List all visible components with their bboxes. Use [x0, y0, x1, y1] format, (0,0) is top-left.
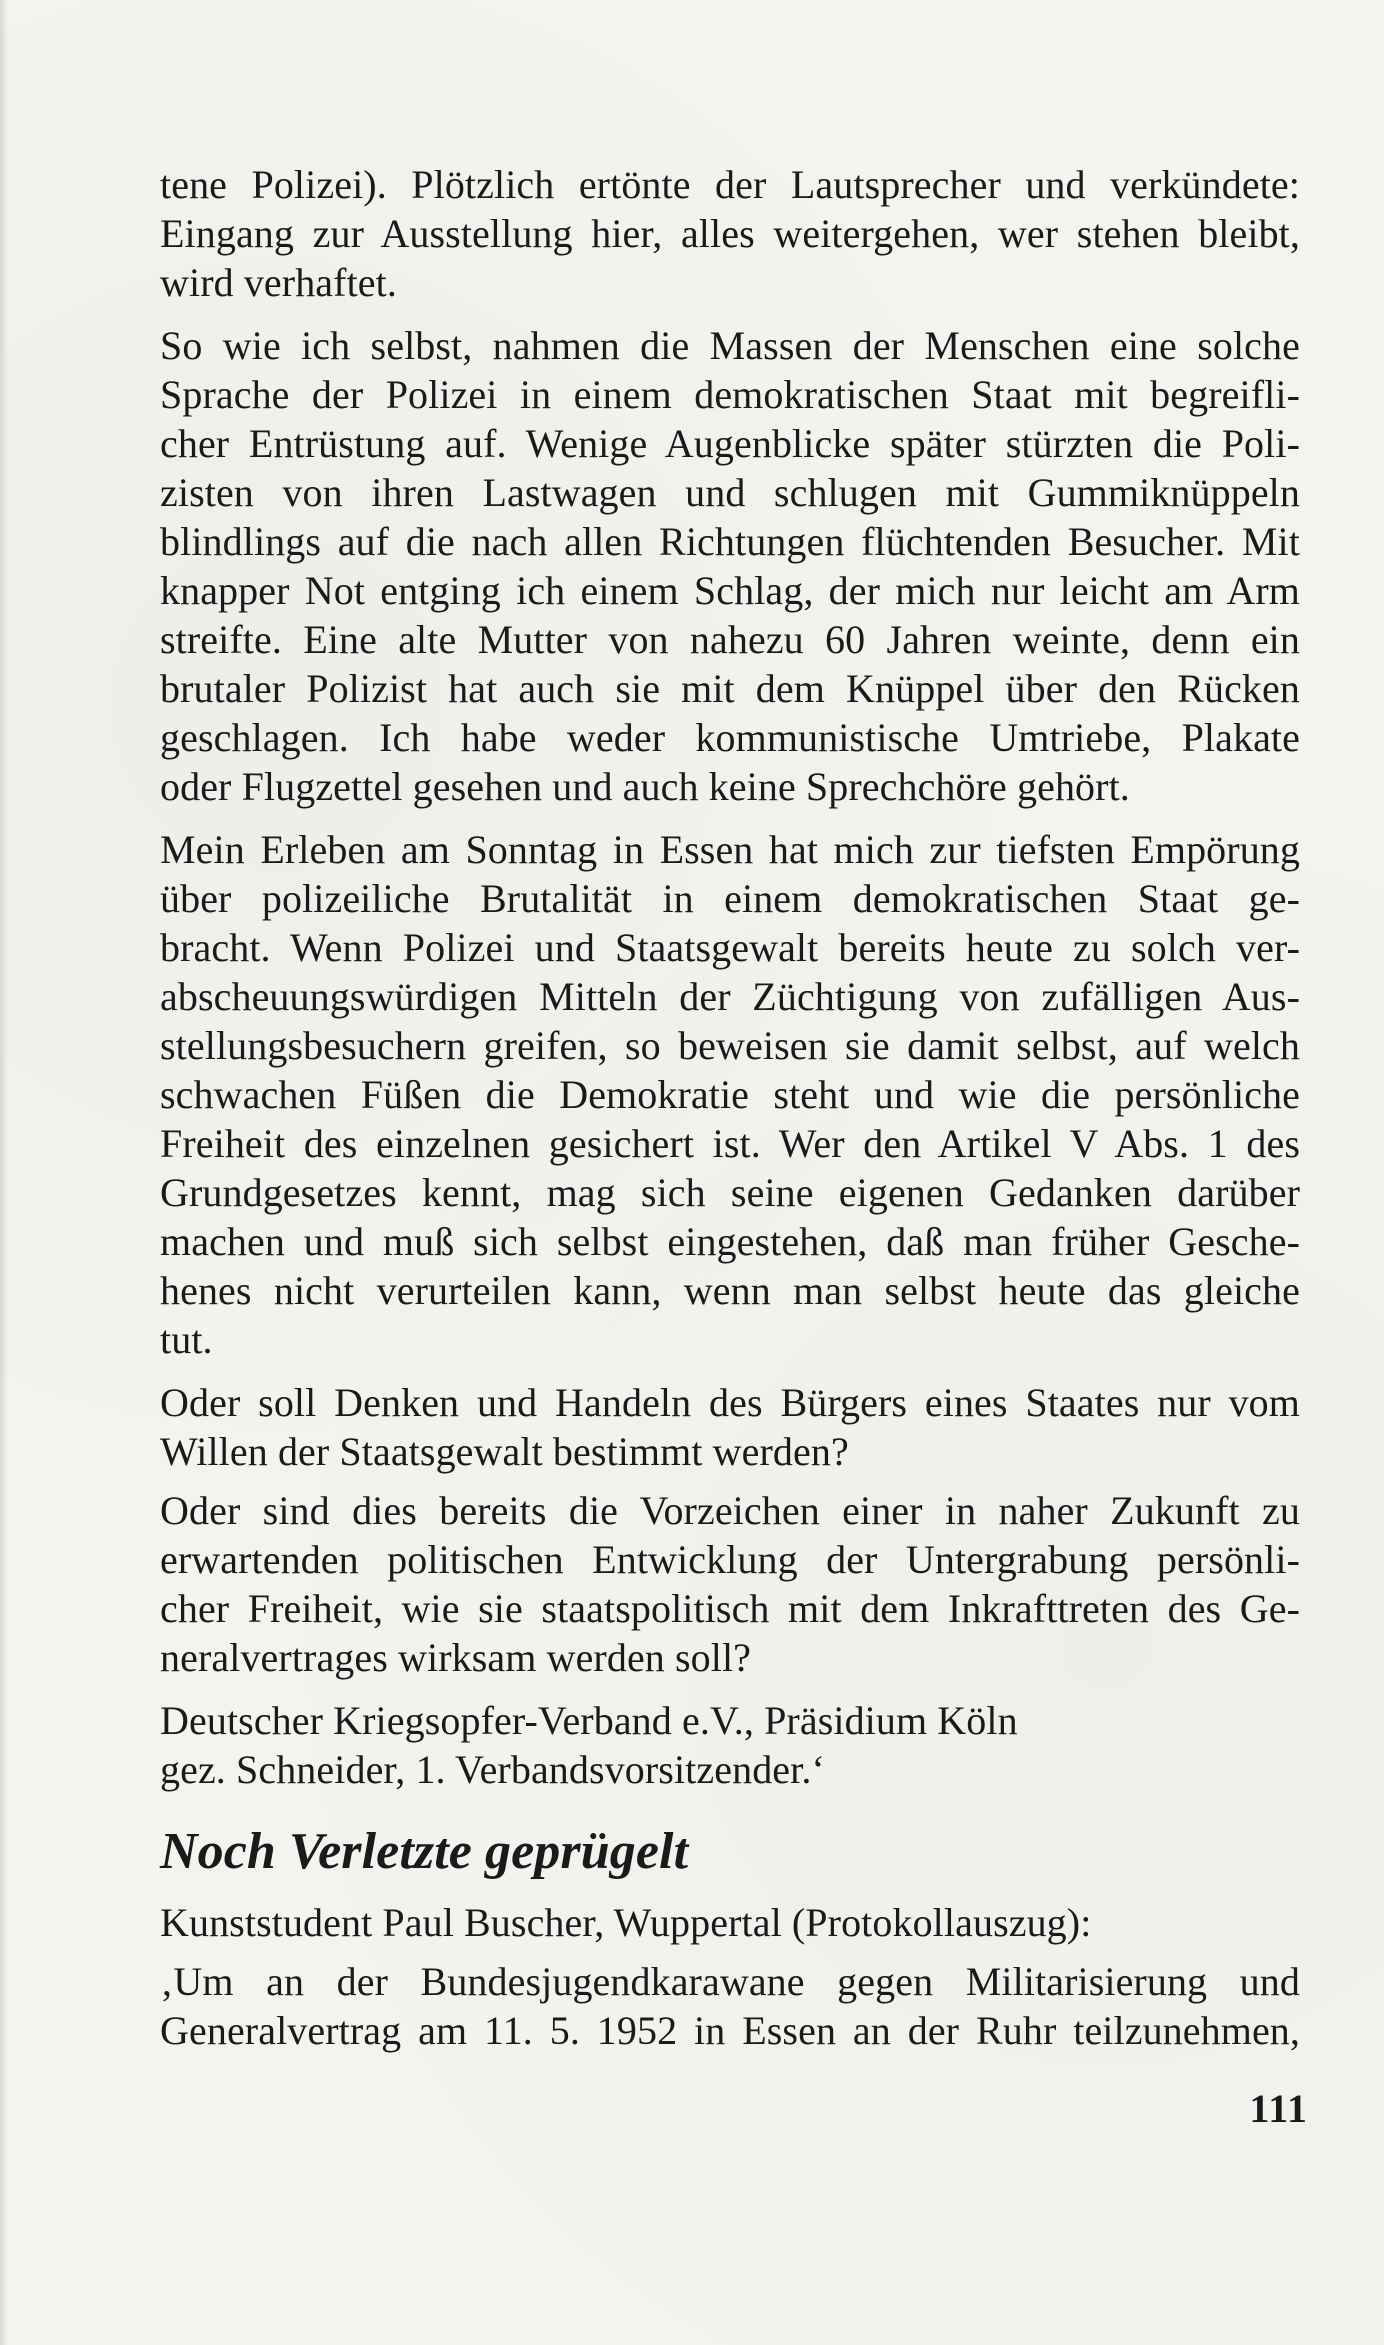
page-edge-shadow: [0, 0, 8, 2345]
text-line: Freiheit des einzelnen gesichert ist. Wer den Artikel V Abs. 1 des: [160, 1121, 1300, 1166]
text-line: tene Polizei). Plötzlich ertönte der Lautsprecher und verkündete:: [160, 162, 1300, 207]
text-line: wird verhaftet.: [160, 260, 397, 305]
text-line: streifte. Eine alte Mutter von nahezu 60 Jahren weinte, denn ein: [160, 617, 1300, 662]
text-line: Mein Erleben am Sonntag in Essen hat mich zur tiefsten Empörung: [160, 827, 1300, 872]
text-line: oder Flugzettel gesehen und auch keine Sprechchöre gehört.: [160, 764, 1130, 809]
text-line: neralvertrages wirksam werden soll?: [160, 1635, 752, 1680]
body-text: [160, 160, 1300, 2069]
paragraph-source: [160, 1898, 1300, 1947]
paragraph-1: [160, 160, 1300, 307]
text-line: Generalvertrag am 11. 5. 1952 in Essen an der Ruhr teilzunehmen,: [160, 2008, 1300, 2053]
text-line: henes nicht verurteilen kann, wenn man selbst heute das gleiche: [160, 1268, 1300, 1313]
text-line: tut.: [160, 1317, 213, 1362]
text-line: gez. Schneider, 1. Verbandsvorsitzender.‘: [160, 1747, 825, 1792]
paragraph-5: [160, 1486, 1300, 1682]
text-line: So wie ich selbst, nahmen die Massen der Menschen eine solche: [160, 323, 1300, 368]
text-line: knapper Not entging ich einem Schlag, der mich nur leicht am Arm: [160, 568, 1300, 613]
text-line: Eingang zur Ausstellung hier, alles weitergehen, wer stehen bleibt,: [160, 211, 1300, 256]
text-line: stellungsbesuchern greifen, so beweisen sie damit selbst, auf welch: [160, 1023, 1300, 1068]
text-line: geschlagen. Ich habe weder kommunistische Umtriebe, Plakate: [160, 715, 1300, 760]
text-line: Willen der Staatsgewalt bestimmt werden?: [160, 1429, 849, 1474]
text-line: ‚Um an der Bundesjugendkarawane gegen Militarisierung und: [160, 1959, 1300, 2004]
section-heading: Noch Verletzte geprügelt: [160, 1823, 689, 1880]
signature-block: [160, 1696, 1300, 1794]
paragraph-3: [160, 825, 1300, 1364]
paragraph-2: [160, 321, 1300, 811]
text-line: erwartenden politischen Entwicklung der Untergrabung persönli-: [160, 1537, 1300, 1582]
text-line: über polizeiliche Brutalität in einem demokratischen Staat ge-: [160, 876, 1300, 921]
text-line: machen und muß sich selbst eingestehen, daß man früher Gesche-: [160, 1219, 1300, 1264]
paragraph-4: [160, 1378, 1300, 1476]
text-line: cher Freiheit, wie sie staatspolitisch mit dem Inkrafttreten des Ge-: [160, 1586, 1300, 1631]
text-line: brutaler Polizist hat auch sie mit dem Knüppel über den Rücken: [160, 666, 1300, 711]
text-line: Deutscher Kriegsopfer-Verband e.V., Präsidium Köln: [160, 1698, 1018, 1743]
text-line: cher Entrüstung auf. Wenige Augenblicke später stürzten die Poli-: [160, 421, 1300, 466]
text-line: blindlings auf die nach allen Richtungen flüchtenden Besucher. Mit: [160, 519, 1300, 564]
text-line: schwachen Füßen die Demokratie steht und wie die persönliche: [160, 1072, 1300, 1117]
text-line: Oder sind dies bereits die Vorzeichen einer in naher Zukunft zu: [160, 1488, 1300, 1533]
text-line: Sprache der Polizei in einem demokratischen Staat mit begreifli-: [160, 372, 1300, 417]
text-line: Grundgesetzes kennt, mag sich seine eigenen Gedanken darüber: [160, 1170, 1300, 1215]
text-line: abscheuungswürdigen Mitteln der Züchtigung von zufälligen Aus-: [160, 974, 1300, 1019]
page-number: 111: [1249, 2086, 1308, 2131]
text-line: Kunststudent Paul Buscher, Wuppertal (Protokollauszug):: [160, 1900, 1092, 1945]
text-line: zisten von ihren Lastwagen und schlugen mit Gummiknüppeln: [160, 470, 1300, 515]
paragraph-quote-start: [160, 1957, 1300, 2055]
text-line: bracht. Wenn Polizei und Staatsgewalt bereits heute zu solch ver-: [160, 925, 1300, 970]
text-line: Oder soll Denken und Handeln des Bürgers eines Staates nur vom: [160, 1380, 1300, 1425]
